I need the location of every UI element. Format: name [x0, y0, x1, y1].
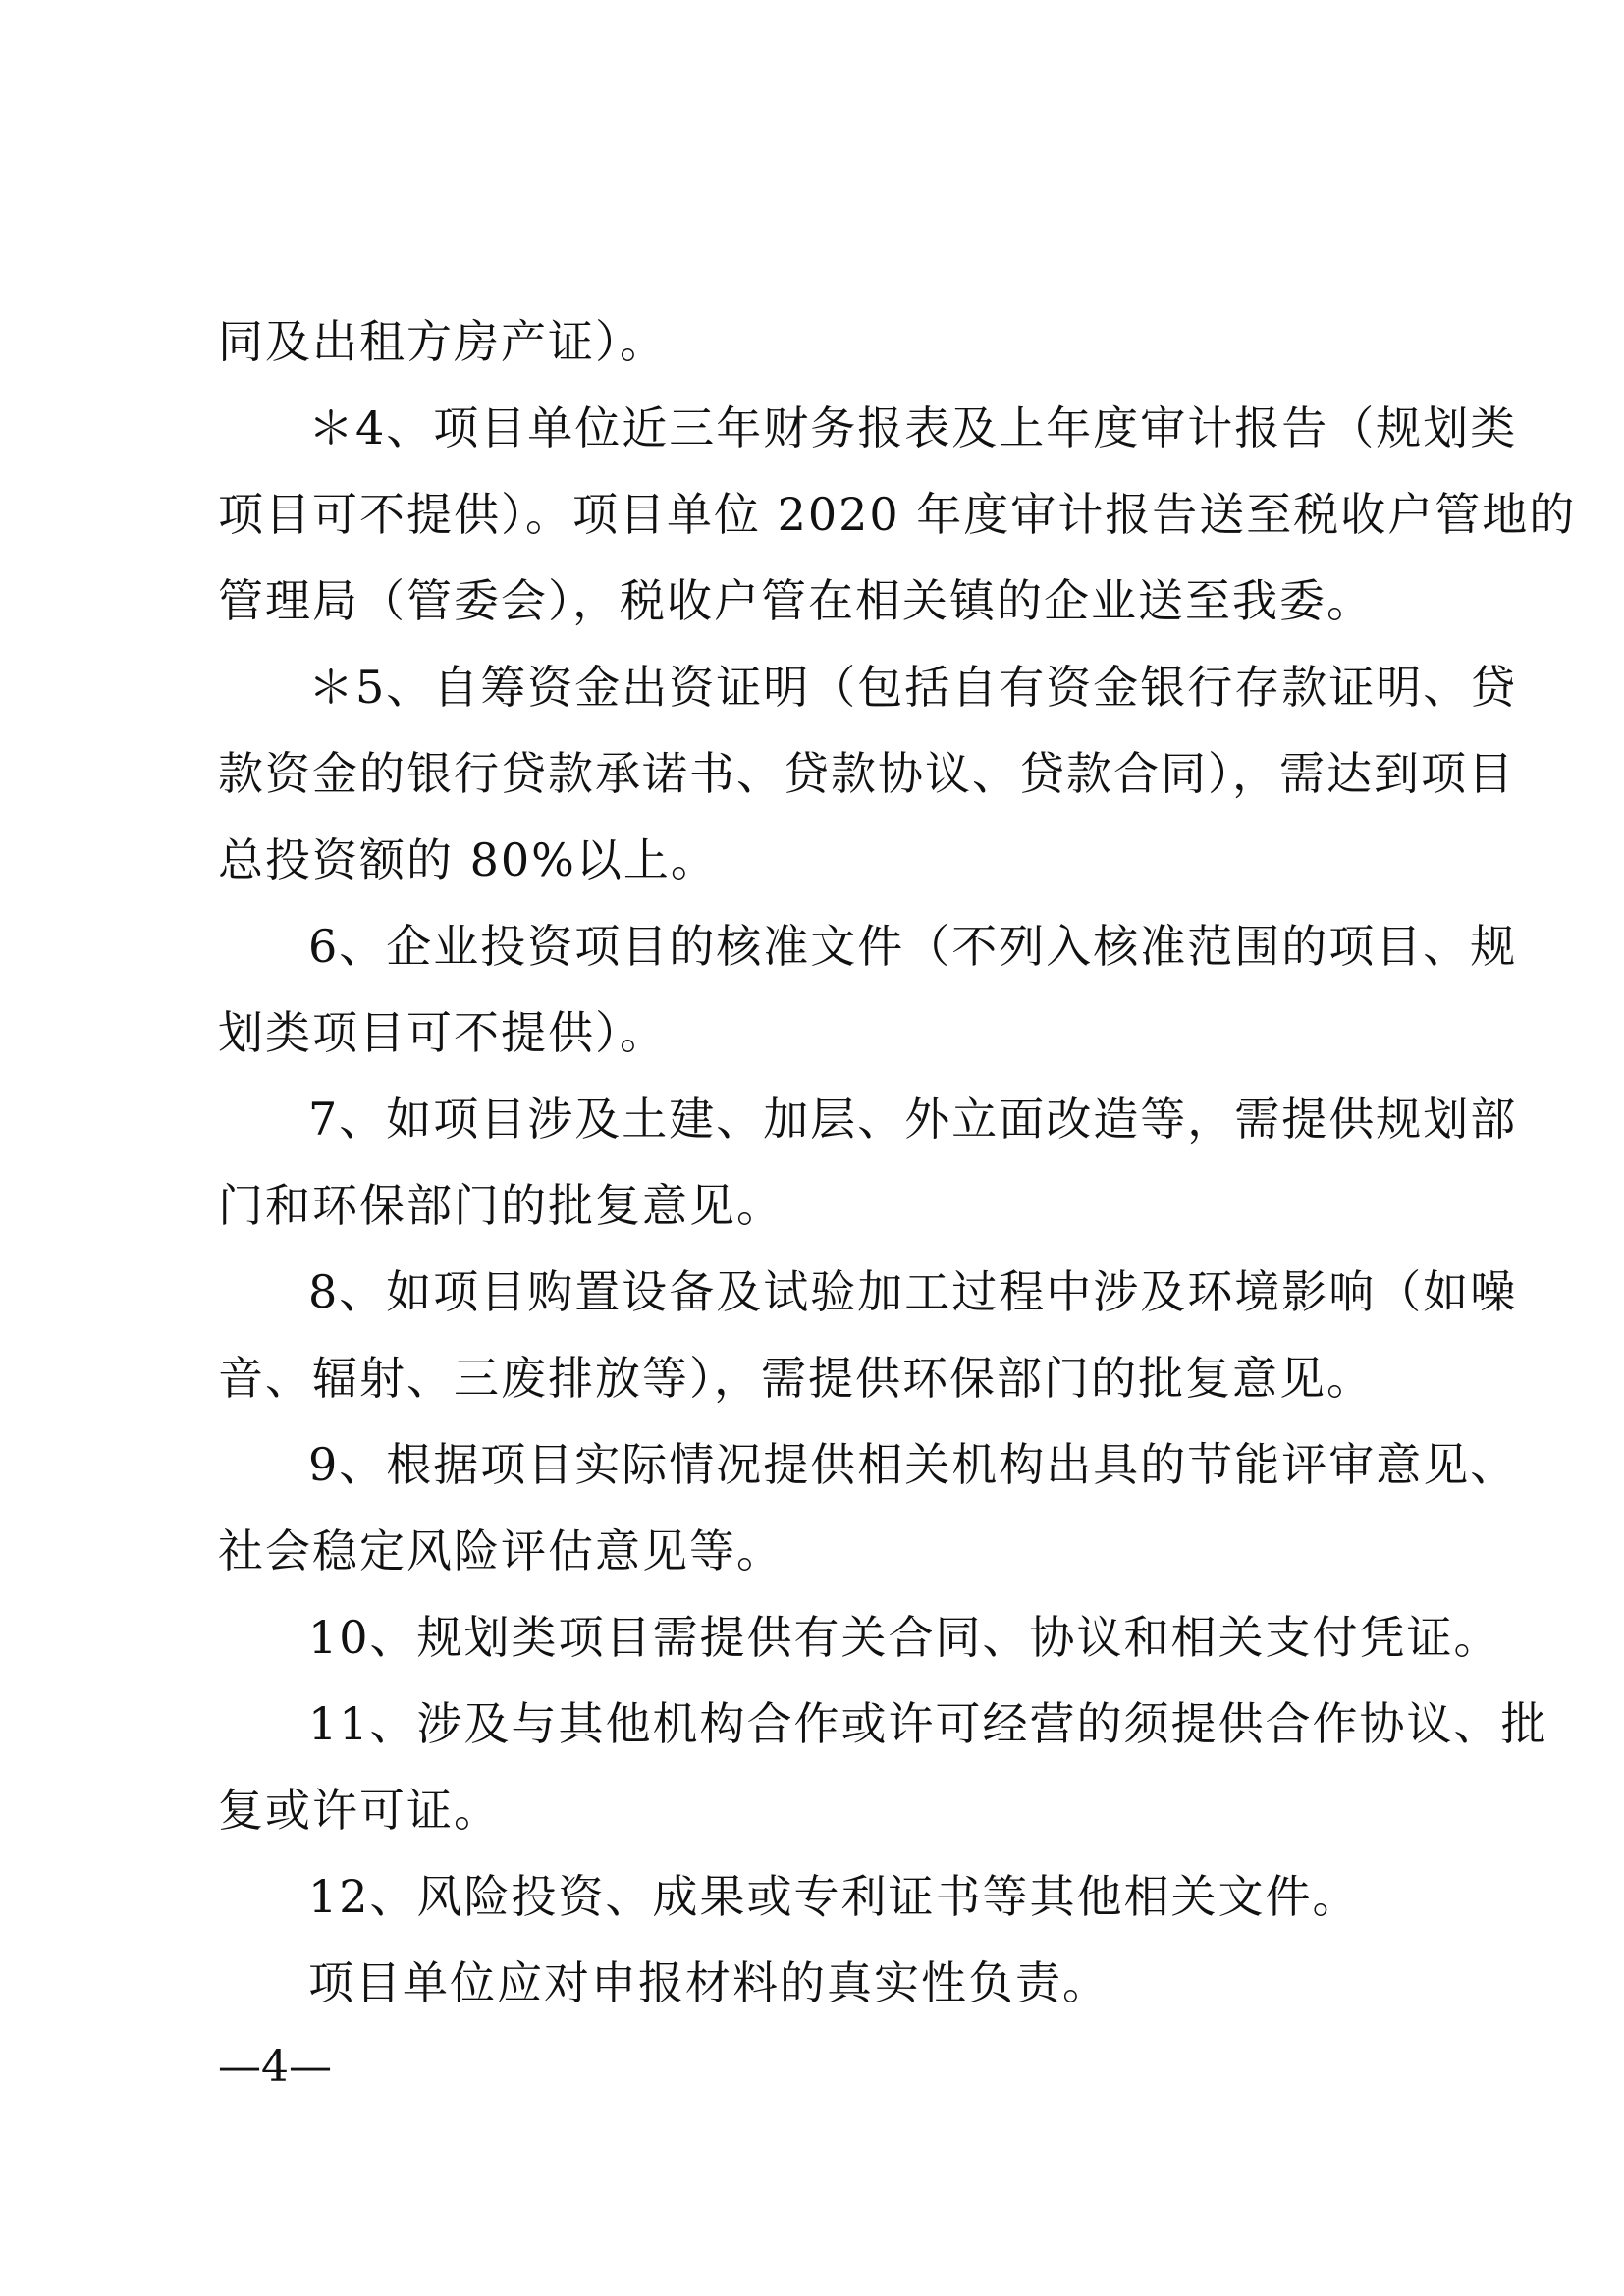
text-line: 9、根据项目实际情况提供相关机构出具的节能评审意见、: [308, 1438, 1518, 1491]
text-line: 12、风险投资、成果或专利证书等其他相关文件。: [308, 1870, 1360, 1923]
text-line: 7、如项目涉及土建、加层、外立面改造等，需提供规划部: [308, 1093, 1518, 1146]
text-line: 11、涉及与其他机构合作或许可经营的须提供合作协议、批: [308, 1697, 1548, 1750]
text-line: 6、企业投资项目的核准文件（不列入核准范围的项目、规: [308, 920, 1518, 973]
text-line: 项目单位应对申报材料的真实性负责。: [308, 1956, 1110, 2009]
text-line: 社会稳定风险评估意见等。: [218, 1524, 784, 1577]
text-line: 款资金的银行贷款承诺书、贷款协议、贷款合同），需达到项目: [218, 747, 1515, 800]
text-line: 8、如项目购置设备及试验加工过程中涉及环境影响（如噪: [308, 1265, 1518, 1318]
page-number: —4—: [218, 2042, 332, 2092]
text-line: 管理局（管委会），税收户管在相关镇的企业送至我委。: [218, 574, 1374, 627]
text-line: 10、规划类项目需提供有关合同、协议和相关支付凭证。: [308, 1611, 1501, 1664]
text-line: 划类项目可不提供）。: [218, 1006, 667, 1059]
text-line: 音、辐射、三废排放等），需提供环保部门的批复意见。: [218, 1352, 1374, 1405]
text-line: 同及出租方房产证）。: [218, 315, 667, 368]
text-line: 复或许可证。: [218, 1784, 501, 1837]
text-line: 门和环保部门的批复意见。: [218, 1179, 784, 1232]
text-line: 总投资额的 80%以上。: [218, 833, 718, 886]
text-line: 项目可不提供）。项目单位 2020 年度审计报告送至税收户管地的: [218, 488, 1577, 541]
text-line: ＊5、自筹资金出资证明（包括自有资金银行存款证明、贷: [308, 661, 1518, 714]
text-line: ＊4、项目单位近三年财务报表及上年度审计报告（规划类: [308, 401, 1518, 454]
